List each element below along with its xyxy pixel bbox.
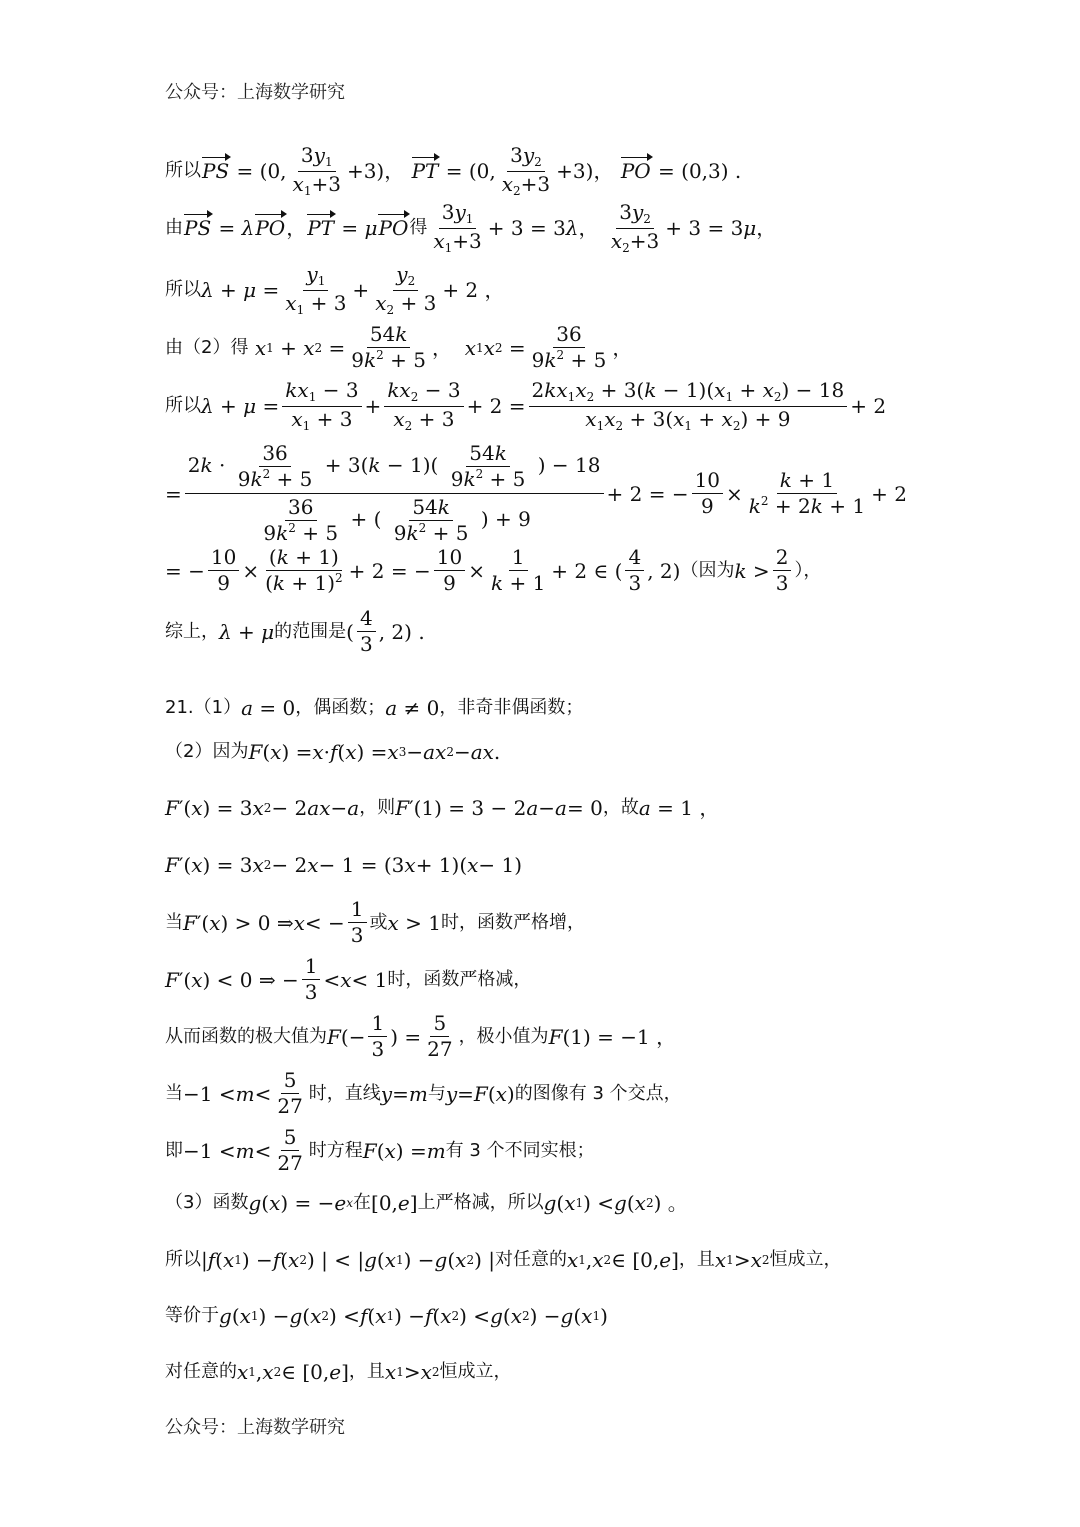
formula-line-substitute: 所以 λ + μ = $\frac{kx_1 - 3}{x_1 + 3}$ + $\frac{kx_2 - 3}{x_2 + 3}$ + 2 = $\frac{2kx_1x_2 + 3(k - 1)(x_1 + x_2) - 18}{x_1x_2 + 3(x_1 + x_2) + 9}$ + 2	[165, 378, 887, 433]
formula-line-conclusion: 综上， λ + μ 的范围是 ( $\frac{4}{3}$ , 2) .	[165, 606, 425, 656]
formula-line-vieta: 由（2）得 x 1 + x 2 = $\frac{54k}{9k^2 + 5}$ ， x 1 x 2 = $\frac{36}{9k^2 + 5}$ ，	[165, 322, 633, 372]
page-header: 公众号：上海数学研究	[165, 82, 345, 103]
page-footer: 公众号：上海数学研究	[165, 1417, 345, 1438]
q21-equivalent: 等价于 g ( x 1 ) − g ( x 2 ) < f ( x 1 ) − f ( x 2 ) < g ( x 2 ) − g ( x 1 )	[165, 1304, 608, 1328]
q21-roots: 即 −1 < m < $\frac{5}{27}$ 时方程 F ( x ) = m 有 3 个不同实根；	[165, 1125, 595, 1175]
q21-decrease: F ′( x ) < 0 ⇒ − $\frac{1}{3}$ < x < 1 时，函数严格减，	[165, 954, 532, 1004]
q21-extrema: 从而函数的极大值为 F (− $\frac{1}{3}$ ) = $\frac{5}{27}$ ，极小值为 F (1) = −1 ，	[165, 1011, 677, 1061]
q21-part2-def: （2）因为 F ( x ) = x · f ( x ) = x 3 − ax 2 − ax .	[165, 740, 501, 764]
formula-line-range: = − $\frac{10}{9}$ × $\frac{(k + 1)}{(k + 1)^2}$ + 2 = − $\frac{10}{9}$ × $\frac{1}{k + 1}$ + 2 ∈ ( $\frac{4}{3}$ , 2) （因为 k > $\frac{2}{3}$ ），	[165, 545, 822, 595]
formula-line-ps-pt-po: 所以 PS = (0, $\frac{3y_1}{x_1+3}$ +3)， PT = (0, $\frac{3y_2}{x_2+3}$ +3)， PO = (0,3) .	[165, 143, 742, 198]
formula-line-sum: 所以 λ + μ = $\frac{y_1}{x_1 + 3}$ + $\frac{y_2}{x_2 + 3}$ + 2 ，	[165, 262, 505, 317]
q21-forall: 对任意的 x 1 , x 2 ∈ [0, e ] ，且 x 1 > x 2 恒成立，	[165, 1360, 512, 1384]
q21-factor: F ′( x ) = 3 x 2 − 2 x − 1 = (3 x + 1)( x − 1)	[165, 853, 523, 877]
q21-part1: 21.（1） a = 0 ，偶函数； a ≠ 0 ，非奇非偶函数；	[165, 696, 584, 720]
q21-derivative: F ′( x ) = 3 x 2 − 2 ax − a ，则 F ′(1) = 3 − 2 a − a = 0 ，故 a = 1 ，	[165, 796, 720, 820]
q21-inequality: 所以 | f ( x 1 ) − f ( x 2 ) | < | g ( x 1 ) − g ( x 2 ) | 对任意的 x 1 , x 2 ∈ [0, e ] ，且 x 1 > x 2 恒成立，	[165, 1248, 842, 1272]
q21-intersections: 当 −1 < m < $\frac{5}{27}$ 时，直线 y = m 与 y = F ( x ) 的图像有 3 个交点，	[165, 1068, 682, 1118]
q21-increase: 当 F ′( x ) > 0 ⇒ x < − $\frac{1}{3}$ 或 x > 1 时，函数严格增，	[165, 897, 586, 947]
formula-line-lambda-mu: 由 PS = λ PO ， PT = μ PO 得 $\frac{3y_1}{x_1+3}$ + 3 = 3 λ ， $\frac{3y_2}{x_2+3}$ + 3 = 3 μ ，	[165, 200, 777, 255]
formula-line-compound-fraction: = 2k · $\frac{36}{9k^2 + 5}$ + 3(k − 1)( $\frac{54k}{9k^2 + 5}$ ) − 18 $\frac{36}{9k^2 + 5}$ + ( $\frac{54k}{9k^2 + 5}$ ) + 9 + 2 = − $\frac{10}{9}$ × $\frac{k + 1}{k^2 + 2k + 1}$ + 2	[165, 441, 907, 545]
q21-part3: （3）函数 g ( x ) = − e x 在 [0, e ] 上严格减，所以 g ( x 1 ) < g ( x 2 ) 。	[165, 1191, 688, 1215]
